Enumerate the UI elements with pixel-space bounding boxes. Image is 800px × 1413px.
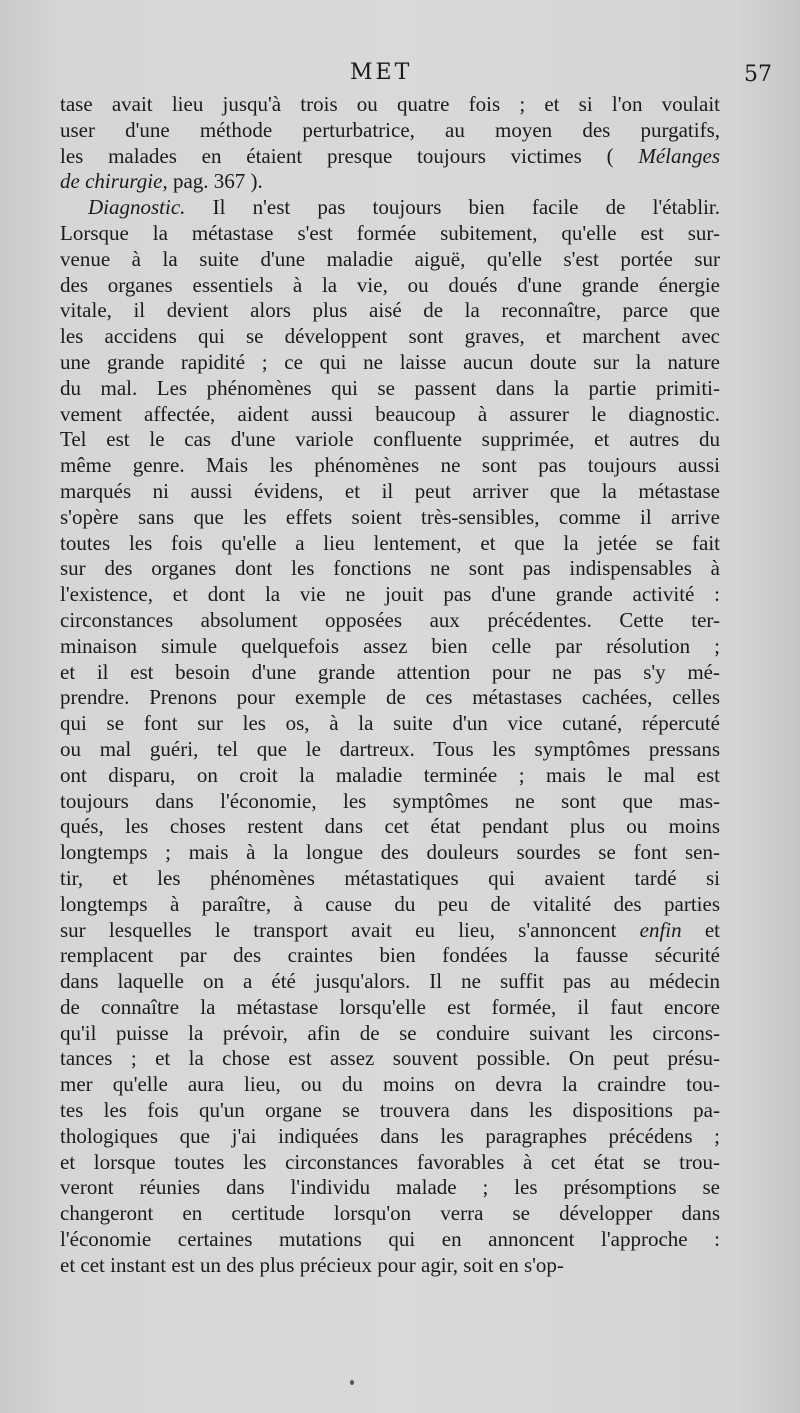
text-line <box>60 1253 720 1279</box>
text-span: s'opère sans que les effets soient très-sensibles, comme il arrive <box>60 504 720 529</box>
text-line <box>60 1150 720 1176</box>
text-line <box>60 118 720 144</box>
text-line <box>60 505 720 531</box>
text-span: circonstances absolument opposées aux précédentes. Cette ter- <box>60 607 720 632</box>
text-span: qui se font sur les os, à la suite d'un vice cutané, répercuté <box>60 711 720 736</box>
text-span: même genre. Mais les phénomènes ne sont pas toujours aussi <box>60 453 720 478</box>
text-span: user d'une méthode perturbatrice, au moyen des purgatifs, <box>60 117 720 142</box>
text-span: des organes essentiels à la vie, ou doués d'une grande énergie <box>60 272 720 297</box>
text-line <box>60 1175 720 1201</box>
text-span: du mal. Les phénomènes qui se passent dans la partie primiti- <box>60 375 720 400</box>
text-span: vement affectée, aident aussi beaucoup à assurer le diagnostic. <box>60 401 720 426</box>
text-span: tances ; et la chose est assez souvent possible. On peut présu- <box>60 1046 720 1071</box>
text-span: venue à la suite d'une maladie aiguë, qu'elle s'est portée sur <box>60 246 720 271</box>
text-line <box>60 943 720 969</box>
text-line <box>60 1072 720 1098</box>
text-line <box>60 453 720 479</box>
text-line <box>60 531 720 557</box>
text-line <box>60 608 720 634</box>
text-line <box>60 892 720 918</box>
text-span: qués, les choses restent dans cet état pendant plus ou moins <box>60 814 720 839</box>
text-line <box>60 479 720 505</box>
text-line <box>60 221 720 247</box>
text-line <box>60 582 720 608</box>
text-span: l'économie certaines mutations qui en annoncent l'approche : <box>60 1227 720 1252</box>
text-span: tir, et les phénomènes métastatiques qui avaient tardé si <box>60 865 720 890</box>
text-line <box>60 995 720 1021</box>
italic-span: enfin <box>639 917 682 942</box>
text-line <box>60 737 720 763</box>
text-line <box>60 660 720 686</box>
text-span: Tel est le cas d'une variole confluente supprimée, et autres du <box>60 427 720 452</box>
text-line <box>60 1124 720 1150</box>
text-span: Il n'est pas toujours bien facile de l'établir. <box>185 195 720 220</box>
ink-speck <box>350 1380 354 1385</box>
text-span: qu'il puisse la prévoir, afin de se conduire suivant les circons- <box>60 1020 720 1045</box>
text-span: sur lesquelles le transport avait eu lieu, s'annoncent <box>60 917 640 942</box>
text-span: prendre. Prenons pour exemple de ces métastases cachées, celles <box>60 685 720 710</box>
italic-span: Diagnostic. <box>88 195 186 220</box>
italic-span: de chirurgie <box>60 169 163 194</box>
text-span: tes les fois qu'un organe se trouvera dans les dispositions pa- <box>60 1098 720 1123</box>
text-line <box>60 866 720 892</box>
text-line <box>60 789 720 815</box>
text-span: et cet instant est un des plus précieux pour agir, soit en s'op- <box>60 1252 564 1277</box>
text-span: Lorsque la métastase s'est formée subitement, qu'elle est sur- <box>60 220 720 245</box>
text-span: minaison simule quelquefois assez bien celle par résolution ; <box>60 633 720 658</box>
text-span: dans laquelle on a été jusqu'alors. Il ne suffit pas au médecin <box>60 969 720 994</box>
text-line <box>60 92 720 118</box>
text-span: longtemps ; mais à la longue des douleurs sourdes se font sen- <box>60 840 720 865</box>
text-span: les accidens qui se développent sont graves, et marchent avec <box>60 324 720 349</box>
text-line <box>60 247 720 273</box>
text-span: sur des organes dont les fonctions ne sont pas indispensables à <box>60 556 720 581</box>
text-line <box>60 350 720 376</box>
text-line <box>60 685 720 711</box>
text-line <box>60 1227 720 1253</box>
text-span: les malades en étaient presque toujours victimes ( <box>60 143 639 168</box>
text-span: et lorsque toutes les circonstances favorables à cet état se trou- <box>60 1149 720 1174</box>
text-span: vitale, il devient alors plus aisé de la reconnaître, parce que <box>60 298 720 323</box>
text-span: changeront en certitude lorsqu'on verra se développer dans <box>60 1201 720 1226</box>
body-text <box>60 92 720 1279</box>
text-line <box>60 1046 720 1072</box>
text-span: thologiques que j'ai indiquées dans les paragraphes précédens ; <box>60 1123 720 1148</box>
text-span: ou mal guéri, tel que le dartreux. Tous les symptômes pressans <box>60 736 720 761</box>
text-span: , pag. 367 ). <box>162 169 263 194</box>
text-line <box>60 324 720 350</box>
text-line <box>60 556 720 582</box>
text-line <box>60 814 720 840</box>
text-span: et il est besoin d'une grande attention pour ne pas s'y mé- <box>60 659 720 684</box>
text-span: longtemps à paraître, à cause du peu de vitalité des parties <box>60 891 720 916</box>
text-line <box>60 1021 720 1047</box>
text-span: toutes les fois qu'elle a lieu lentement, et que la jetée se fait <box>60 530 720 555</box>
italic-span: Mélanges <box>638 143 720 168</box>
text-line <box>60 273 720 299</box>
text-line <box>60 298 720 324</box>
text-line <box>60 427 720 453</box>
text-span: ont disparu, on croit la maladie terminée ; mais le mal est <box>60 762 720 787</box>
text-span: veront réunies dans l'individu malade ; les présomptions se <box>60 1175 720 1200</box>
running-title: MET <box>350 60 413 85</box>
text-line <box>60 376 720 402</box>
text-span: de connaître la métastase lorsqu'elle est formée, il faut encore <box>60 994 720 1019</box>
text-span: l'existence, et dont la vie ne jouit pas d'une grande activité : <box>60 582 720 607</box>
page-number: 57 <box>744 62 772 87</box>
text-span: tase avait lieu jusqu'à trois ou quatre fois ; et si l'on voulait <box>60 92 720 116</box>
text-line <box>60 918 720 944</box>
text-span: mer qu'elle aura lieu, ou du moins on devra la craindre tou- <box>60 1072 720 1097</box>
text-line <box>60 195 720 221</box>
text-line <box>60 634 720 660</box>
text-line <box>60 169 720 195</box>
text-span: et <box>681 917 721 942</box>
page-header <box>0 60 800 94</box>
text-line <box>60 711 720 737</box>
text-line <box>60 969 720 995</box>
text-line <box>60 402 720 428</box>
text-line <box>60 1098 720 1124</box>
text-line <box>60 144 720 170</box>
text-span: une grande rapidité ; ce qui ne laisse aucun doute sur la nature <box>60 349 720 374</box>
text-span: remplacent par des craintes bien fondées la fausse sécurité <box>60 943 720 968</box>
text-line <box>60 1201 720 1227</box>
text-line <box>60 840 720 866</box>
text-line <box>60 763 720 789</box>
text-span: toujours dans l'économie, les symptômes ne sont que mas- <box>60 788 720 813</box>
text-span: marqués ni aussi évidens, et il peut arriver que la métastase <box>60 478 720 503</box>
